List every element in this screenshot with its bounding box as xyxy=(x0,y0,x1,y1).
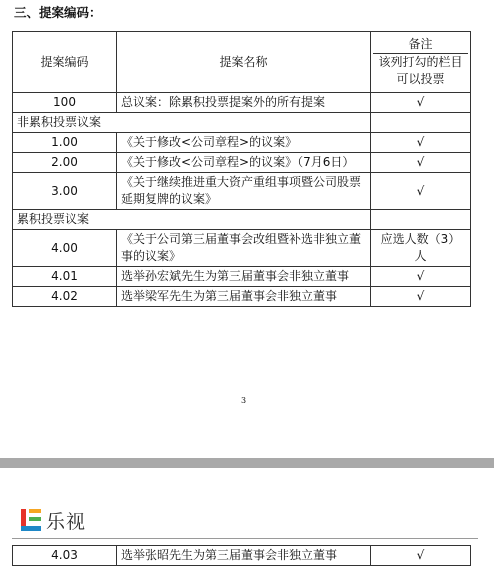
group-row xyxy=(13,113,471,133)
proposal-code-table-continued xyxy=(12,545,471,566)
header-rule xyxy=(12,538,478,539)
table-row xyxy=(13,153,471,173)
proposal-code-table xyxy=(12,31,471,307)
group-row xyxy=(13,210,471,230)
checkmark: √ xyxy=(371,267,471,287)
checkmark: √ xyxy=(371,546,471,566)
letv-logo-icon xyxy=(20,507,42,533)
header-code: 提案编码 xyxy=(13,32,117,93)
header-note-title: 备注 xyxy=(408,37,433,51)
empty-cell xyxy=(371,113,471,133)
page-separator xyxy=(0,458,494,468)
row-code: 100 xyxy=(13,93,117,113)
row-name: 选举孙宏斌先生为第三届董事会非独立董事 xyxy=(117,267,371,287)
header-note-sub: 该列打勾的栏目可以投票 xyxy=(373,53,468,88)
header-note xyxy=(371,32,471,93)
letv-logo xyxy=(20,507,86,533)
table-row xyxy=(13,546,471,566)
row-code: 4.01 xyxy=(13,267,117,287)
row-code: 4.02 xyxy=(13,287,117,307)
empty-cell xyxy=(371,210,471,230)
row-name: 《关于修改<公司章程>的议案》 xyxy=(117,133,371,153)
row-name: 选举张昭先生为第三届董事会非独立董事 xyxy=(117,546,371,566)
table-header-row xyxy=(13,32,471,93)
row-name: 选举梁军先生为第三届董事会非独立董事 xyxy=(117,287,371,307)
row-code: 4.03 xyxy=(13,546,117,566)
row-note: 应选人数（3）人 xyxy=(371,230,471,267)
row-name: 《关于公司第三届董事会改组暨补选非独立董事的议案》 xyxy=(117,230,371,267)
table-row xyxy=(13,287,471,307)
logo-text: 乐视 xyxy=(46,510,87,533)
section-title: 三、提案编码： xyxy=(14,5,102,20)
group-label-cumulative: 累积投票议案 xyxy=(13,210,371,230)
page-number: 3 xyxy=(241,396,247,405)
checkmark: √ xyxy=(371,153,471,173)
row-name: 《关于修改<公司章程>的议案》（7月6日） xyxy=(117,153,371,173)
row-code: 2.00 xyxy=(13,153,117,173)
table-row xyxy=(13,133,471,153)
checkmark: √ xyxy=(371,287,471,307)
row-name: 总议案：除累积投票提案外的所有提案 xyxy=(117,93,371,113)
row-code: 1.00 xyxy=(13,133,117,153)
row-name: 《关于继续推进重大资产重组事项暨公司股票延期复牌的议案》 xyxy=(117,173,371,210)
row-code: 3.00 xyxy=(13,173,117,210)
group-label-non-cumulative: 非累积投票议案 xyxy=(13,113,371,133)
checkmark: √ xyxy=(371,93,471,113)
table-row xyxy=(13,173,471,210)
checkmark: √ xyxy=(371,133,471,153)
checkmark: √ xyxy=(371,173,471,210)
table-row xyxy=(13,267,471,287)
table-row xyxy=(13,230,471,267)
table-row xyxy=(13,93,471,113)
header-name: 提案名称 xyxy=(117,32,371,93)
row-code: 4.00 xyxy=(13,230,117,267)
